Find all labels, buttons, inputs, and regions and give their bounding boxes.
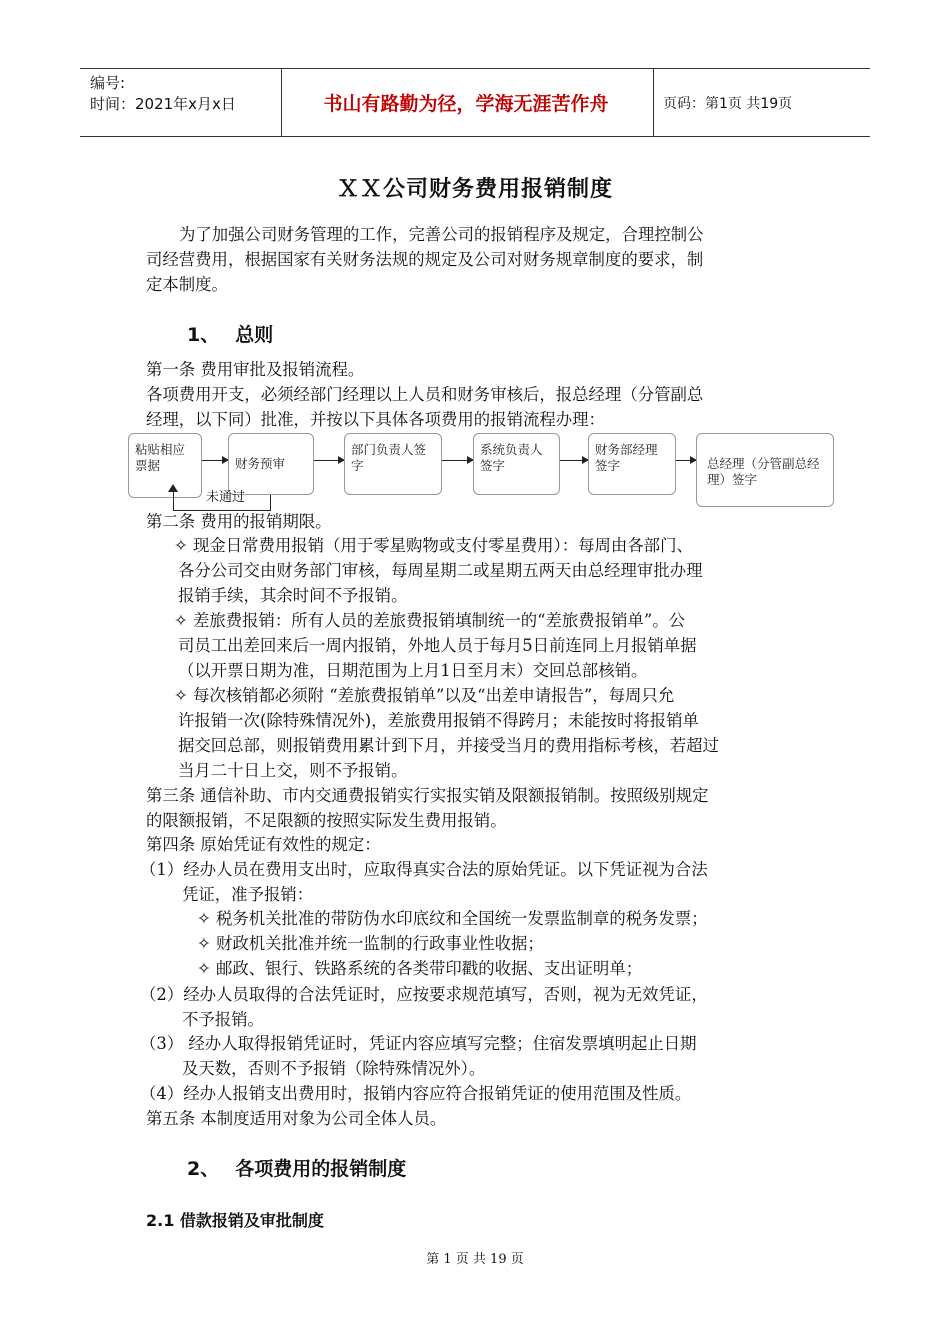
- intro-line: 定本制度。: [146, 275, 228, 294]
- flow-arrow: [202, 460, 228, 461]
- intro-line: 司经营费用，根据国家有关财务法规的规定及公司对财务规章制度的要求，制: [146, 250, 704, 269]
- page-footer: 第 1 页 共 19 页: [426, 1252, 524, 1267]
- flow-step-finance-manager: 财务部经理签字: [588, 433, 676, 495]
- article-4-title: 第四条 原始凭证有效性的规定：: [146, 835, 381, 854]
- document-title: ＸＸ公司财务费用报销制度: [336, 177, 613, 202]
- section-number: 2、: [187, 1158, 220, 1180]
- flow-step-general-manager: 总经理（分管副总经理）签字: [696, 433, 834, 507]
- reject-line-vertical: [173, 490, 174, 510]
- bullet-line: 各分公司交由财务部门审核，每周星期二或星期五两天由总经理审批办理: [178, 561, 703, 580]
- article-5: 第五条 本制度适用对象为公司全体人员。: [146, 1109, 447, 1128]
- article-line: 不予报销。: [182, 1010, 264, 1029]
- bullet-line: 当月二十日上交，则不予报销。: [178, 761, 408, 780]
- flow-arrow: [314, 460, 344, 461]
- header-meta: [90, 73, 236, 115]
- article-4-item-4: （4）经办人报销支出费用时，报销内容应符合报销凭证的使用范围及性质。: [140, 1084, 692, 1103]
- article-line: 各项费用开支，必须经部门经理以上人员和财务审核后，报总经理（分管副总: [146, 385, 704, 404]
- article-line: （2）经办人员取得的合法凭证时，应按要求规范填写，否则，视为无效凭证，: [140, 985, 708, 1004]
- bullet-line: ✧ 差旅费报销：所有人员的差旅费报销填制统一的“差旅费报销单”。公: [174, 611, 686, 630]
- article-2-bullet-cash: [174, 533, 703, 608]
- section-2-heading: [187, 1154, 406, 1181]
- bullet-line: 据交回总部，则报销费用累计到下月，并接受当月的费用指标考核，若超过: [178, 736, 719, 755]
- header-divider: [653, 69, 654, 136]
- article-line: 凭证，准予报销：: [182, 885, 314, 904]
- article-line: （3） 经办人取得报销凭证时，凭证内容应填写完整；住宿发票填明起止日期: [140, 1034, 697, 1053]
- article-2-title: 第二条 费用的报销期限。: [146, 512, 332, 531]
- flow-arrow: [560, 460, 588, 461]
- article-4-item-2: [140, 982, 708, 1032]
- flow-arrow: [676, 460, 696, 461]
- valid-document-item: ✧ 邮政、银行、铁路系统的各类带印戳的收据、支出证明单；: [197, 959, 643, 978]
- flow-step-system-head: 系统负责人签字: [473, 433, 560, 495]
- intro-paragraph: [146, 222, 814, 297]
- reject-label: 未通过: [206, 490, 246, 505]
- bullet-line: ✧ 每次核销都必须附 “差旅费报销单”以及“出差申请报告”，每周只允: [174, 686, 675, 705]
- flow-step-department-head: 部门负责人签字: [344, 433, 442, 495]
- reject-arrow-head: [168, 484, 178, 492]
- bullet-line: 许报销一次(除特殊情况外)，差旅费用报销不得跨月；未能按时将报销单: [178, 711, 699, 730]
- article-2-bullet-travel: [174, 608, 697, 683]
- section-number: 1、: [187, 324, 220, 346]
- intro-line: 为了加强公司财务管理的工作，完善公司的报销程序及规定，合理控制公: [179, 225, 704, 244]
- flow-step-finance-precheck: 财务预审: [228, 433, 314, 495]
- article-3: [146, 783, 814, 833]
- flow-step-attach-receipts: 粘贴相应票据: [128, 433, 202, 498]
- document-number: 编号:: [90, 74, 126, 92]
- article-line: 经理，以下同）批准，并按以下具体各项费用的报销流程办理：: [146, 410, 605, 429]
- article-line: 第一条 费用审批及报销流程。: [146, 360, 365, 379]
- article-1: [146, 357, 814, 432]
- article-line: （1）经办人员在费用支出时，应取得真实合法的原始凭证。以下凭证视为合法: [140, 860, 708, 879]
- page-header: [80, 68, 870, 137]
- section-1-heading: [187, 320, 273, 347]
- header-motto: 书山有路勤为径，学海无涯苦作舟: [323, 93, 609, 115]
- article-4-item-3: [140, 1031, 697, 1081]
- article-4-valid-documents: [197, 906, 708, 981]
- valid-document-item: ✧ 财政机关批准并统一监制的行政事业性收据；: [197, 934, 544, 953]
- article-2-bullet-verification: [174, 683, 719, 783]
- article-line: 的限额报销，不足限额的按照实际发生费用报销。: [146, 811, 507, 830]
- valid-document-item: ✧ 税务机关批准的带防伪水印底纹和全国统一发票监制章的税务发票；: [197, 909, 708, 928]
- bullet-line: 司员工出差回来后一周内报销，外地人员于每月5日前连同上月报销单据: [178, 636, 697, 655]
- bullet-line: ✧ 现金日常费用报销（用于零星购物或支付零星费用）：每周由各部门、: [174, 536, 693, 555]
- article-4-item-1: [140, 857, 708, 907]
- article-line: 及天数，否则不予报销（除特殊情况外）。: [182, 1059, 486, 1078]
- subsection-2-1-heading: 2.1 借款报销及审批制度: [146, 1211, 324, 1230]
- bullet-line: （以开票日期为准，日期范围为上月1日至月末）交回总部核销。: [178, 661, 648, 680]
- section-title: 总则: [235, 324, 274, 346]
- article-line: 第三条 通信补助、市内交通费报销实行实报实销及限额报销制。按照级别规定: [146, 786, 709, 805]
- document-time: 时间：2021年x月x日: [90, 95, 236, 113]
- section-title: 各项费用的报销制度: [235, 1158, 407, 1180]
- flow-arrow: [442, 460, 473, 461]
- header-page-info: 页码：第1页 共19页: [663, 96, 793, 112]
- bullet-line: 报销手续，其余时间不予报销。: [178, 586, 408, 605]
